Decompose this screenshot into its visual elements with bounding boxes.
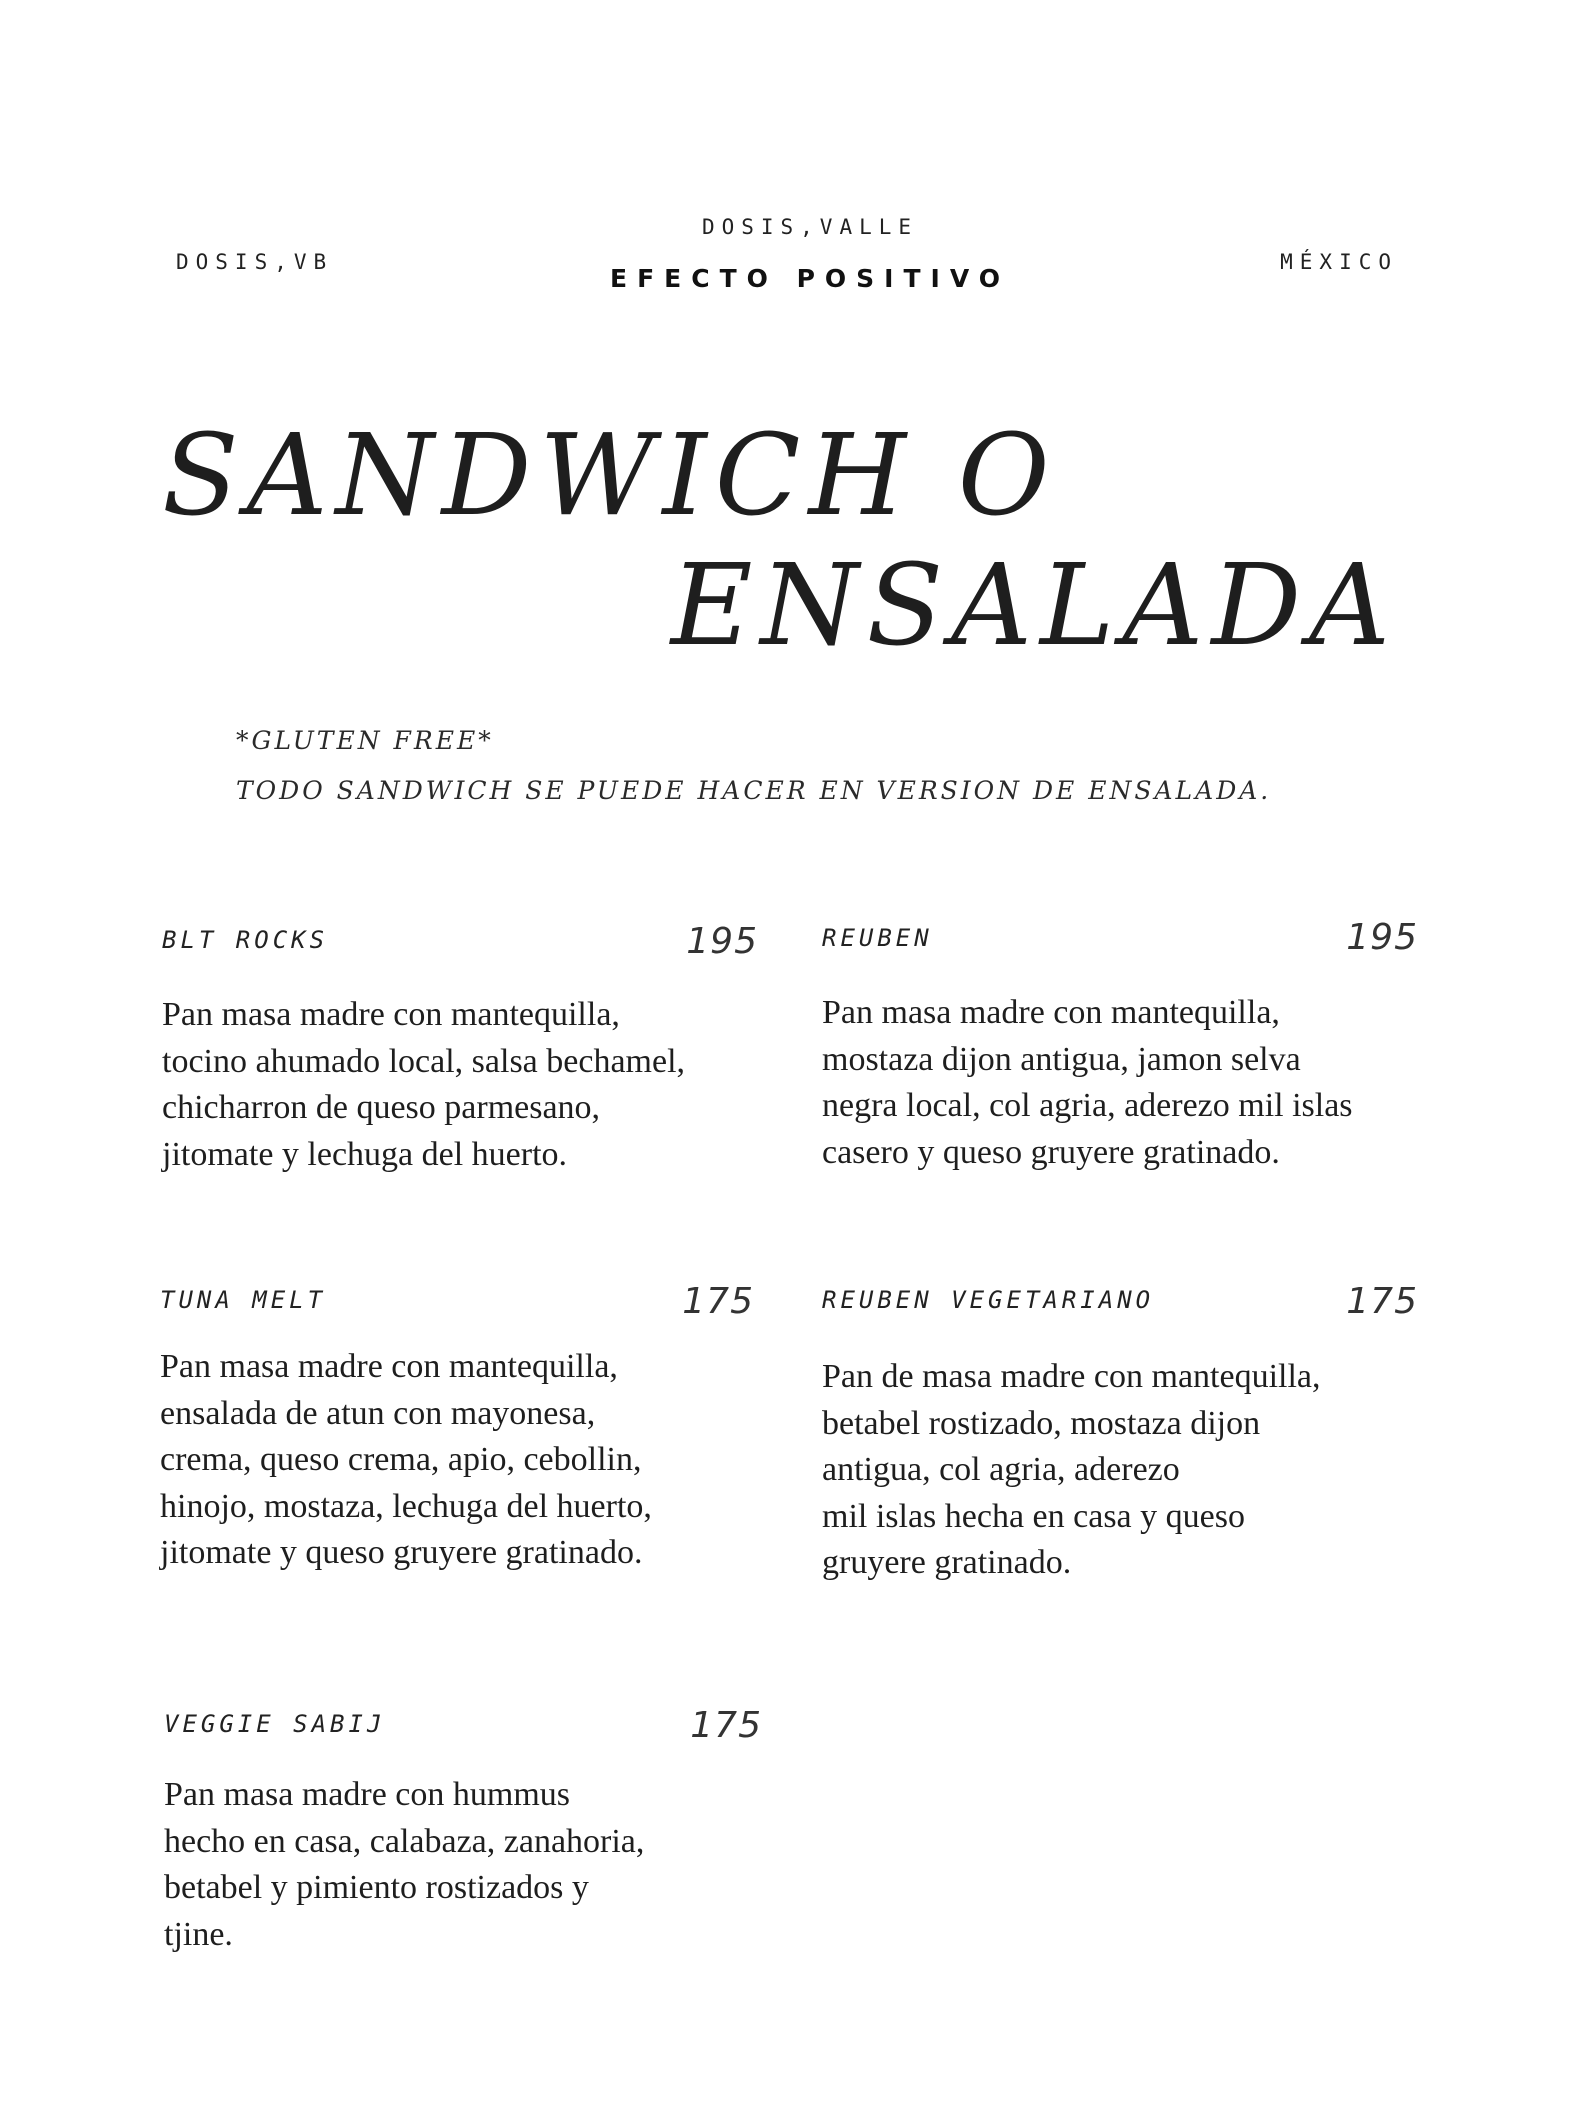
menu-item-veggie-sabij	[164, 1696, 762, 1958]
note-salad-version: TODO SANDWICH SE PUEDE HACER EN VERSION DE ENSALADA.	[236, 776, 1272, 805]
menu-item-reuben-vegetariano	[822, 1272, 1418, 1587]
item-price: 175	[1346, 1281, 1418, 1322]
description-line: betabel rostizado, mostaza dijon	[822, 1404, 1261, 1442]
note-gluten-free: *GLUTEN FREE*	[236, 726, 494, 755]
item-name: BLT ROCKS	[162, 926, 329, 954]
item-name: VEGGIE SABIJ	[164, 1710, 386, 1738]
menu-item-blt-rocks	[162, 912, 758, 1178]
description-line: chicharron de queso parmesano,	[162, 1089, 601, 1126]
menu-notes	[236, 716, 1271, 816]
description-line: mil islas hecha en casa y queso	[822, 1497, 1245, 1535]
description-line: crema, queso crema, apio, cebollin,	[160, 1441, 642, 1478]
description-line: gruyere gratinado.	[822, 1544, 1072, 1581]
description-line: tjine.	[164, 1915, 233, 1953]
page-title-line-1: SANDWICH O	[162, 411, 1058, 541]
description-line: Pan masa madre con mantequilla,	[822, 994, 1280, 1031]
item-price: 195	[1346, 917, 1418, 958]
header-right-label: MÉXICO	[1280, 250, 1398, 274]
item-description	[822, 990, 1412, 1176]
item-price: 175	[690, 1705, 762, 1746]
item-description	[162, 992, 752, 1178]
item-price: 175	[682, 1281, 754, 1322]
description-line: casero y queso gruyere gratinado.	[822, 1133, 1280, 1171]
item-name: REUBEN VEGETARIANO	[822, 1286, 1155, 1314]
description-line: negra local, col agria, aderezo mil islas	[822, 1087, 1353, 1124]
item-description	[160, 1344, 750, 1577]
description-line: hinojo, mostaza, lechuga del huerto,	[160, 1487, 652, 1525]
menu-item-reuben	[822, 910, 1418, 1176]
page-title-line-2: ENSALADA	[670, 541, 1398, 671]
description-line: hecho en casa, calabaza, zanahoria,	[164, 1822, 645, 1860]
description-line: jitomate y lechuga del huerto.	[162, 1135, 568, 1173]
description-line: antigua, col agria, aderezo	[822, 1451, 1180, 1488]
description-line: jitomate y queso gruyere gratinado.	[160, 1534, 643, 1571]
description-line: betabel y pimiento rostizados y	[164, 1869, 589, 1906]
description-line: Pan de masa madre con mantequilla,	[822, 1358, 1321, 1395]
description-line: tocino ahumado local, salsa bechamel,	[162, 1042, 686, 1080]
description-line: mostaza dijon antigua, jamon selva	[822, 1040, 1301, 1078]
description-line: ensalada de atun con mayonesa,	[160, 1394, 596, 1432]
item-name: REUBEN	[822, 924, 933, 952]
item-description	[822, 1354, 1412, 1587]
item-price: 195	[686, 921, 758, 962]
menu-item-tuna-melt	[160, 1272, 754, 1577]
description-line: Pan masa madre con mantequilla,	[162, 996, 620, 1033]
header-left-label: DOSIS,VB	[176, 250, 334, 274]
description-line: Pan masa madre con hummus	[164, 1776, 571, 1813]
header-brand-tagline: EFECTO POSITIVO	[610, 264, 1010, 293]
description-line: Pan masa madre con mantequilla,	[160, 1348, 618, 1385]
item-description	[164, 1772, 754, 1958]
header-center-label: DOSIS,VALLE	[701, 215, 919, 239]
item-name: TUNA MELT	[160, 1286, 327, 1314]
